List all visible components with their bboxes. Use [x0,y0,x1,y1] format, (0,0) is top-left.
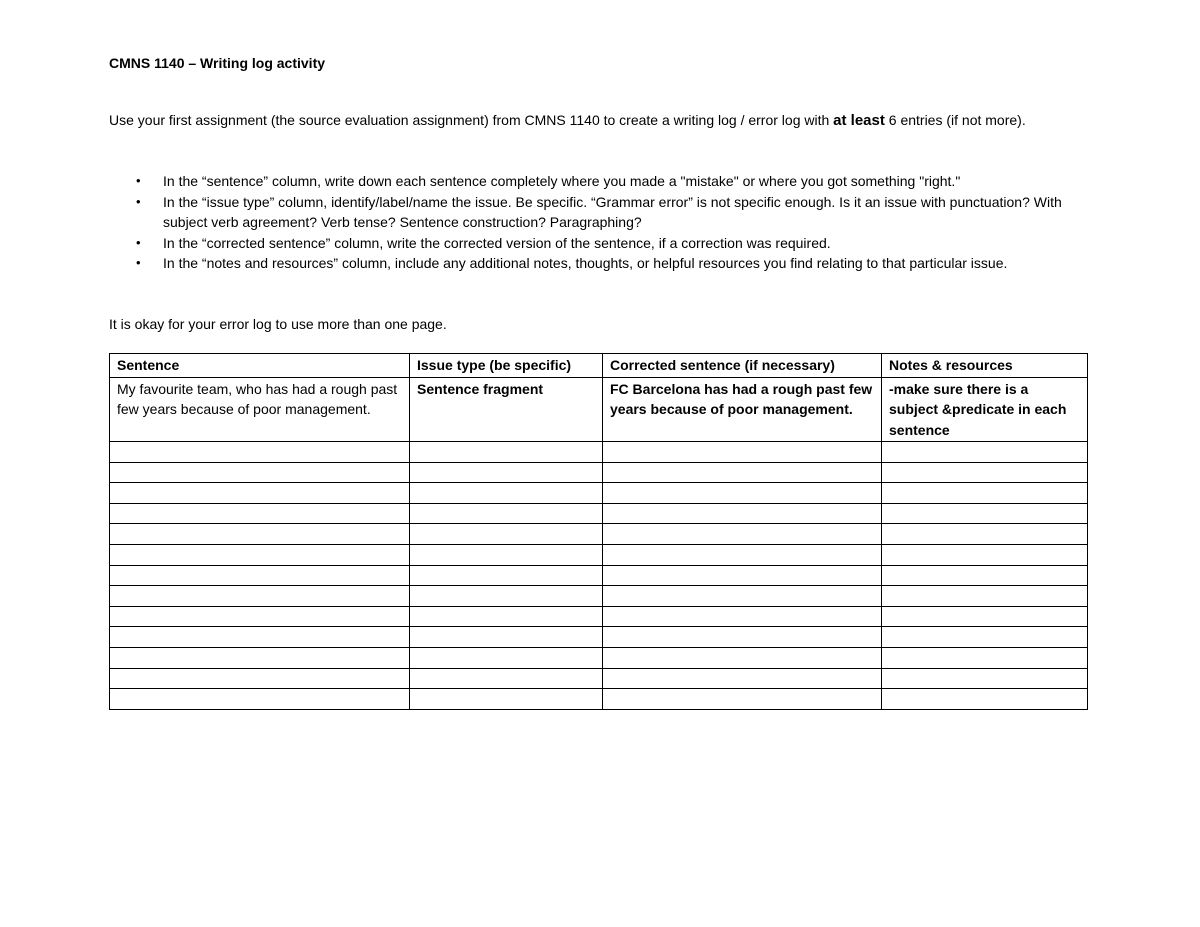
intro-text-start: Use your first assignment (the source evaluation assignment) from CMNS 1140 to create a writing log / error log with [109,112,834,128]
corrected-cell[interactable] [603,586,882,607]
table-row [110,586,1088,607]
intro-paragraph [109,110,1089,131]
notes-cell[interactable] [882,524,1088,545]
sentence-cell[interactable] [110,503,410,524]
table-header-row [110,354,1088,378]
sentence-cell[interactable] [110,606,410,627]
issue-type-cell[interactable] [410,442,603,463]
corrected-cell[interactable] [603,647,882,668]
table-row [110,483,1088,504]
sentence-cell[interactable] [110,462,410,483]
page-note: It is okay for your error log to use more than one page. [109,316,447,332]
corrected-cell[interactable] [603,606,882,627]
table-row [110,565,1088,586]
corrected-cell[interactable] [603,442,882,463]
example-row [110,377,1088,442]
issue-type-cell[interactable] [410,627,603,648]
bullet-icon: • [136,255,141,270]
notes-cell[interactable] [882,627,1088,648]
corrected-cell[interactable] [603,565,882,586]
table-row [110,627,1088,648]
table-row [110,689,1088,710]
table-row [110,524,1088,545]
notes-cell[interactable] [882,689,1088,710]
table-row [110,462,1088,483]
notes-cell[interactable] [882,442,1088,463]
intro-text-end: 6 entries (if not more). [884,112,1026,128]
sentence-cell[interactable] [110,442,410,463]
table-row [110,544,1088,565]
notes-cell[interactable] [882,668,1088,689]
instruction-list [109,171,1089,274]
instruction-text: In the “corrected sentence” column, write the corrected version of the sentence, if a correction was required. [163,234,831,251]
corrected-cell[interactable] [603,689,882,710]
issue-type-cell[interactable] [410,606,603,627]
issue-type-cell[interactable] [410,483,603,504]
notes-cell[interactable] [882,565,1088,586]
bullet-icon: • [136,193,141,209]
corrected-cell[interactable] [603,462,882,483]
intro-emphasis: at least [833,112,885,129]
sentence-cell[interactable] [110,524,410,545]
bullet-icon: • [136,173,141,188]
table-row [110,647,1088,668]
example-corrected-cell[interactable]: FC Barcelona has had a rough past few years because of poor management. [603,377,882,442]
sentence-cell[interactable] [110,544,410,565]
issue-type-cell[interactable] [410,462,603,483]
page-title: CMNS 1140 – Writing log activity [109,55,326,71]
notes-cell[interactable] [882,483,1088,504]
corrected-cell[interactable] [603,483,882,504]
issue-type-cell[interactable] [410,586,603,607]
header-corrected-sentence: Corrected sentence (if necessary) [603,354,882,378]
sentence-cell[interactable] [110,647,410,668]
instruction-item [109,171,1089,192]
sentence-cell[interactable] [110,668,410,689]
sentence-cell[interactable] [110,689,410,710]
notes-cell[interactable] [882,503,1088,524]
issue-type-cell[interactable] [410,647,603,668]
sentence-cell[interactable] [110,627,410,648]
sentence-cell[interactable] [110,586,410,607]
sentence-cell[interactable] [110,565,410,586]
corrected-cell[interactable] [603,503,882,524]
corrected-cell[interactable] [603,544,882,565]
notes-cell[interactable] [882,544,1088,565]
table-row [110,503,1088,524]
issue-type-cell[interactable] [410,668,603,689]
instruction-item [109,233,1089,254]
issue-type-cell[interactable] [410,689,603,710]
instruction-text: In the “issue type” column, identify/label/name the issue. Be specific. “Grammar error” is not specific enough. Is it an issue with punctuation? With subject verb agreement? Verb tense? Sentence construction? Paragraphing? [163,193,1062,230]
header-sentence: Sentence [110,354,410,378]
example-sentence-cell[interactable]: My favourite team, who has had a rough past few years because of poor management. [110,377,410,442]
table-row [110,606,1088,627]
issue-type-cell[interactable] [410,503,603,524]
sentence-cell[interactable] [110,483,410,504]
issue-type-cell[interactable] [410,544,603,565]
issue-type-cell[interactable] [410,524,603,545]
table-row [110,668,1088,689]
table-row [110,442,1088,463]
example-notes-cell[interactable]: -make sure there is a subject &predicate in each sentence [882,377,1088,442]
corrected-cell[interactable] [603,668,882,689]
instruction-text: In the “notes and resources” column, include any additional notes, thoughts, or helpful resources you find relating to that particular issue. [163,255,1008,271]
instruction-item [109,253,1089,274]
example-issue-type-cell[interactable]: Sentence fragment [410,377,603,442]
corrected-cell[interactable] [603,524,882,545]
notes-cell[interactable] [882,606,1088,627]
notes-cell[interactable] [882,462,1088,483]
instruction-item [109,192,1089,233]
header-notes-resources: Notes & resources [882,354,1088,378]
bullet-icon: • [136,234,141,250]
header-issue-type: Issue type (be specific) [410,354,603,378]
issue-type-cell[interactable] [410,565,603,586]
instruction-text: In the “sentence” column, write down each sentence completely where you made a "mistake" or where you got something "right." [163,173,961,189]
notes-cell[interactable] [882,586,1088,607]
corrected-cell[interactable] [603,627,882,648]
writing-log-table [109,353,1088,710]
notes-cell[interactable] [882,647,1088,668]
